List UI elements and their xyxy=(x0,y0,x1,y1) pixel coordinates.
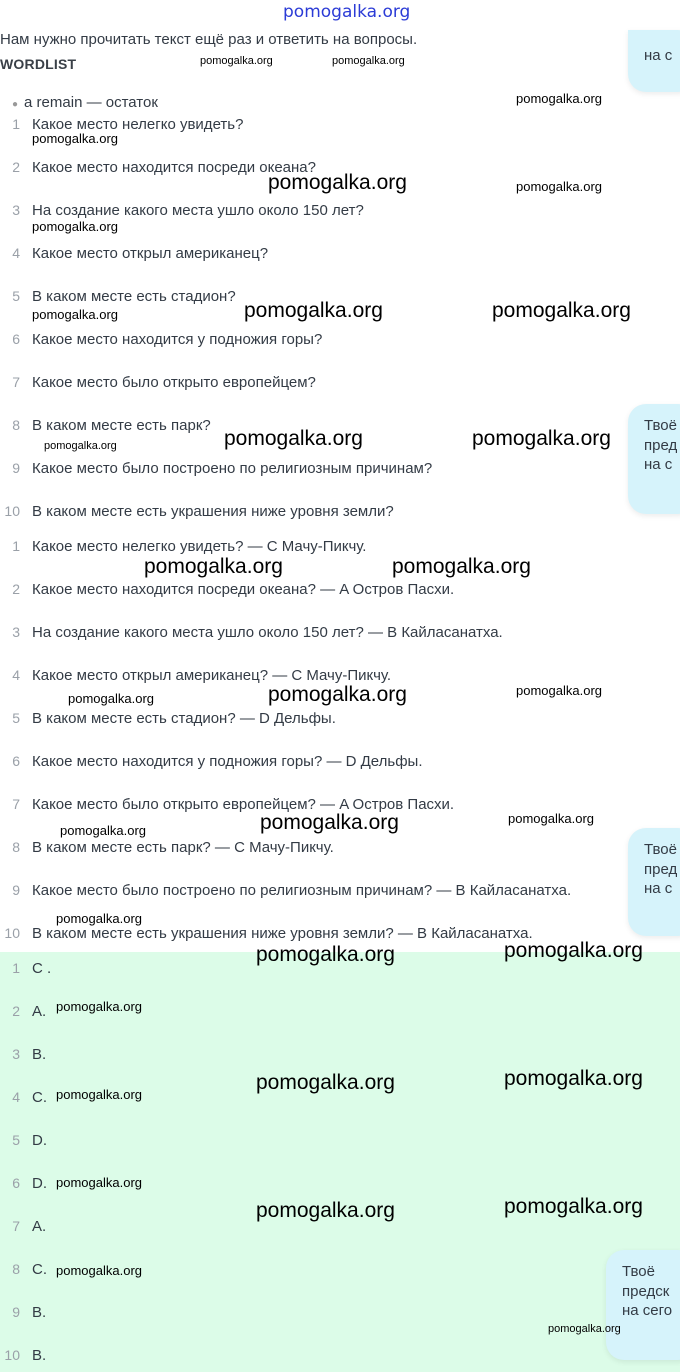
item-text: D. xyxy=(32,1175,47,1192)
item-text: Какое место находится у подножия горы? — D Дельфы. xyxy=(32,753,423,770)
list-item xyxy=(0,925,533,942)
item-number: 7 xyxy=(12,796,20,812)
watermark: pomogalka.org xyxy=(268,683,407,706)
bubble-text: Твоё xyxy=(644,841,677,858)
list-item xyxy=(0,288,236,305)
list-item xyxy=(0,460,432,477)
item-text: C. xyxy=(32,1089,47,1106)
item-text: В каком месте есть украшения ниже уровня земли? — B Кайласанатха. xyxy=(32,925,533,942)
item-text: Какое место нелегко увидеть? xyxy=(32,116,244,133)
item-number: 10 xyxy=(4,925,20,941)
watermark: pomogalka.org xyxy=(504,1195,643,1218)
item-number: 2 xyxy=(12,159,20,175)
item-text: Какое место находится посреди океана? xyxy=(32,159,316,176)
item-text: Какое место было построено по религиозным причинам? — B Кайласанатха. xyxy=(32,882,572,899)
watermark: pomogalka.org xyxy=(200,55,273,67)
item-text: D. xyxy=(32,1132,47,1149)
list-item xyxy=(0,374,316,391)
watermark: pomogalka.org xyxy=(60,823,146,838)
bubble-text: на с xyxy=(644,47,673,64)
watermark: pomogalka.org xyxy=(392,555,531,578)
watermark: pomogalka.org xyxy=(44,440,117,452)
item-text: B. xyxy=(32,1304,47,1321)
item-text: В каком месте есть парк? xyxy=(32,417,211,434)
item-number: 5 xyxy=(12,1132,20,1148)
item-text: Какое место нелегко увидеть? — C Мачу-Пикчу. xyxy=(32,538,367,555)
watermark: pomogalka.org xyxy=(504,1067,643,1090)
item-number: 2 xyxy=(12,1003,20,1019)
item-text: В каком месте есть украшения ниже уровня земли? xyxy=(32,503,394,520)
item-number: 5 xyxy=(12,710,20,726)
list-item xyxy=(0,1304,46,1321)
list-item xyxy=(0,1046,46,1063)
item-text: B. xyxy=(32,1046,47,1063)
watermark: pomogalka.org xyxy=(32,131,118,146)
item-text: C . xyxy=(32,960,52,977)
bubble-text: пред xyxy=(644,436,678,454)
watermark: pomogalka.org xyxy=(260,811,399,834)
list-item xyxy=(0,245,268,262)
list-item xyxy=(0,667,391,684)
answers-panel xyxy=(0,952,680,1372)
item-number: 2 xyxy=(12,581,20,597)
item-text: Какое место было открыто европейцем? xyxy=(32,374,316,391)
item-text: B. xyxy=(32,1347,47,1364)
item-text: Какое место было построено по религиозным причинам? xyxy=(32,460,433,477)
list-item xyxy=(0,331,322,348)
item-text: Какое место находится посреди океана? — A Остров Пасхи. xyxy=(32,581,455,598)
item-text: В каком месте есть стадион? xyxy=(32,288,236,305)
item-text: Какое место находится у подножия горы? xyxy=(32,331,323,348)
wordlist-item xyxy=(12,94,158,111)
watermark: pomogalka.org xyxy=(516,683,602,698)
item-text: A. xyxy=(32,1003,47,1020)
bubble-text: Твоё xyxy=(644,417,677,434)
list-item xyxy=(0,1347,46,1364)
watermark: pomogalka.org xyxy=(504,939,643,962)
list-item xyxy=(0,538,366,555)
item-text: A. xyxy=(32,1218,47,1235)
list-item xyxy=(0,1003,46,1020)
item-number: 7 xyxy=(12,1218,20,1234)
item-number: 10 xyxy=(4,1347,20,1363)
item-number: 9 xyxy=(12,1304,20,1320)
bubble-text: предск xyxy=(622,1282,670,1300)
list-item xyxy=(0,753,422,770)
watermark: pomogalka.org xyxy=(224,427,363,450)
watermark: pomogalka.org xyxy=(256,1071,395,1094)
item-number: 6 xyxy=(12,753,20,769)
item-number: 3 xyxy=(12,1046,20,1062)
item-text: Какое место было открыто европейцем? — A Остров Пасхи. xyxy=(32,796,455,813)
list-item xyxy=(0,710,336,727)
watermark-top: pomogalka.org xyxy=(283,2,411,22)
watermark: pomogalka.org xyxy=(32,307,118,322)
list-item xyxy=(0,882,571,899)
watermark: pomogalka.org xyxy=(332,55,405,67)
watermark: pomogalka.org xyxy=(256,943,395,966)
watermark: pomogalka.org xyxy=(472,427,611,450)
bubble-text: пред xyxy=(644,860,678,878)
bubble-text: на с xyxy=(644,456,673,473)
item-number: 9 xyxy=(12,460,20,476)
item-number: 1 xyxy=(12,538,20,554)
chat-bubble[interactable] xyxy=(628,30,680,92)
chat-bubble[interactable] xyxy=(606,1250,680,1360)
watermark: pomogalka.org xyxy=(492,299,631,322)
bubble-text: Твоё xyxy=(622,1263,655,1280)
item-text: На создание какого места ушло около 150 лет? xyxy=(32,202,364,219)
watermark: pomogalka.org xyxy=(516,179,602,194)
wordlist-item-text: a remain — остаток xyxy=(24,94,158,111)
bubble-text: на сего xyxy=(622,1302,673,1319)
item-number: 5 xyxy=(12,288,20,304)
list-item xyxy=(0,1218,46,1235)
item-number: 4 xyxy=(12,1089,20,1105)
watermark: pomogalka.org xyxy=(256,1199,395,1222)
item-text: На создание какого места ушло около 150 лет? — B Кайласанатха. xyxy=(32,624,503,641)
item-number: 8 xyxy=(12,417,20,433)
chat-bubble[interactable] xyxy=(628,404,680,514)
item-text: C. xyxy=(32,1261,47,1278)
watermark: pomogalka.org xyxy=(56,1263,142,1278)
bubble-text: на с xyxy=(644,880,673,897)
list-item xyxy=(0,960,51,977)
list-item xyxy=(0,581,454,598)
list-item xyxy=(0,1132,47,1149)
bullet-icon: ● xyxy=(12,99,19,110)
watermark: pomogalka.org xyxy=(244,299,383,322)
list-item xyxy=(0,1089,47,1106)
watermark: pomogalka.org xyxy=(56,1087,142,1102)
item-number: 8 xyxy=(12,839,20,855)
list-item xyxy=(0,624,503,641)
list-item xyxy=(0,1261,47,1278)
item-text: В каком месте есть парк? — C Мачу-Пикчу. xyxy=(32,839,334,856)
watermark: pomogalka.org xyxy=(68,691,154,706)
watermark: pomogalka.org xyxy=(56,1175,142,1190)
wordlist-title: WORDLIST xyxy=(0,56,77,72)
item-number: 3 xyxy=(12,624,20,640)
item-number: 1 xyxy=(12,116,20,132)
item-number: 3 xyxy=(12,202,20,218)
watermark: pomogalka.org xyxy=(508,811,594,826)
item-number: 4 xyxy=(12,245,20,261)
watermark: pomogalka.org xyxy=(56,911,142,926)
item-number: 6 xyxy=(12,1175,20,1191)
item-number: 4 xyxy=(12,667,20,683)
list-item xyxy=(0,1175,47,1192)
list-item xyxy=(0,202,364,219)
list-item xyxy=(0,417,211,434)
item-number: 8 xyxy=(12,1261,20,1277)
chat-bubble[interactable] xyxy=(628,828,680,936)
list-item xyxy=(0,503,394,520)
item-text: Какое место открыл американец? — C Мачу-Пикчу. xyxy=(32,667,392,684)
item-number: 9 xyxy=(12,882,20,898)
watermark: pomogalka.org xyxy=(144,555,283,578)
item-number: 10 xyxy=(4,503,20,519)
item-number: 1 xyxy=(12,960,20,976)
watermark: pomogalka.org xyxy=(56,999,142,1014)
intro-text: Нам нужно прочитать текст ещё раз и ответить на вопросы. xyxy=(0,31,418,48)
item-number: 6 xyxy=(12,331,20,347)
list-item xyxy=(0,839,334,856)
item-number: 7 xyxy=(12,374,20,390)
item-text: Какое место открыл американец? xyxy=(32,245,269,262)
item-text: В каком месте есть стадион? — D Дельфы. xyxy=(32,710,336,727)
watermark: pomogalka.org xyxy=(548,1323,621,1335)
watermark: pomogalka.org xyxy=(32,219,118,234)
watermark: pomogalka.org xyxy=(516,91,602,106)
watermark: pomogalka.org xyxy=(268,171,407,194)
